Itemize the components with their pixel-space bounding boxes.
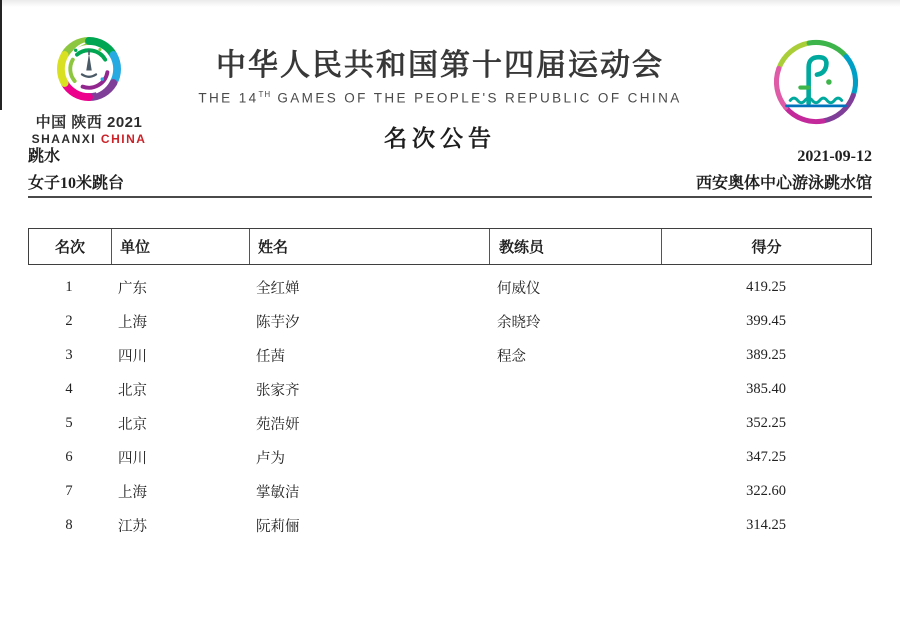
cell-name: 掌敏洁 <box>256 484 300 501</box>
header-titles <box>160 40 720 153</box>
page-title-en: THE 14TH GAMES OF THE PEOPLE'S REPUBLIC OF CHINA <box>198 90 682 106</box>
sport-label: 跳水 <box>28 148 61 165</box>
emblem-caption-en: SHAANXI CHINA <box>31 132 147 146</box>
cell-score: 347.25 <box>746 448 786 465</box>
games-emblem-icon <box>50 30 128 108</box>
page-top-edge <box>0 0 900 7</box>
cell-rank: 1 <box>65 278 73 295</box>
table-row <box>28 270 872 304</box>
event-meta-left <box>28 143 124 197</box>
cell-unit: 江苏 <box>118 518 147 535</box>
header-divider <box>28 196 872 198</box>
cell-score: 399.45 <box>746 312 786 329</box>
table-row <box>28 338 872 372</box>
cell-score: 385.40 <box>746 380 786 397</box>
cell-unit: 上海 <box>118 314 147 331</box>
diving-pictogram-icon <box>770 36 862 128</box>
cell-name: 任茜 <box>256 348 285 365</box>
cell-name: 张家齐 <box>256 382 300 399</box>
cell-unit: 北京 <box>118 382 147 399</box>
cell-coach: 何威仪 <box>497 280 541 297</box>
results-table-header <box>28 228 872 265</box>
cell-rank: 2 <box>65 312 73 329</box>
cell-coach: 余晓玲 <box>497 314 541 331</box>
cell-name: 苑浩妍 <box>256 416 300 433</box>
event-meta-right <box>696 143 872 197</box>
announcement-subtitle: 名次公告 <box>384 125 496 151</box>
event-name-label: 女子10米跳台 <box>28 175 125 192</box>
col-header-unit: 单位 <box>111 229 249 264</box>
col-header-name: 姓名 <box>249 229 489 264</box>
cell-name: 阮莉俪 <box>256 518 300 535</box>
cell-rank: 6 <box>65 448 73 465</box>
table-row <box>28 474 872 508</box>
cell-rank: 4 <box>65 380 73 397</box>
cell-unit: 四川 <box>118 348 147 365</box>
table-row <box>28 508 872 542</box>
cell-name: 陈芋汐 <box>256 314 300 331</box>
table-row <box>28 304 872 338</box>
cell-rank: 5 <box>65 414 73 431</box>
cell-unit: 上海 <box>118 484 147 501</box>
cell-name: 全红婵 <box>256 280 300 297</box>
cell-score: 389.25 <box>746 346 786 363</box>
cell-score: 314.25 <box>746 516 786 533</box>
games-emblem <box>30 30 148 146</box>
diving-pictogram <box>770 36 862 133</box>
cell-unit: 四川 <box>118 450 147 467</box>
page-left-edge <box>0 0 2 110</box>
cell-coach: 程念 <box>497 348 526 365</box>
col-header-rank: 名次 <box>54 240 85 256</box>
cell-rank: 3 <box>65 346 73 363</box>
cell-rank: 8 <box>65 516 73 533</box>
cell-unit: 广东 <box>118 280 147 297</box>
page-title: 中华人民共和国第十四届运动会 <box>216 49 664 82</box>
cell-name: 卢为 <box>256 450 285 467</box>
col-header-coach: 教练员 <box>489 229 661 264</box>
table-row <box>28 372 872 406</box>
event-date: 2021-09-12 <box>797 148 872 165</box>
cell-score: 322.60 <box>746 482 786 499</box>
table-row <box>28 406 872 440</box>
cell-rank: 7 <box>65 482 73 499</box>
cell-unit: 北京 <box>118 416 147 433</box>
col-header-score: 得分 <box>661 229 871 264</box>
table-row <box>28 440 872 474</box>
cell-score: 419.25 <box>746 278 786 295</box>
cell-score: 352.25 <box>746 414 786 431</box>
results-table-body <box>28 270 872 542</box>
emblem-caption-cn: 中国 陕西 2021 <box>35 114 143 131</box>
event-venue: 西安奥体中心游泳跳水馆 <box>695 175 872 192</box>
results-table <box>28 228 872 542</box>
